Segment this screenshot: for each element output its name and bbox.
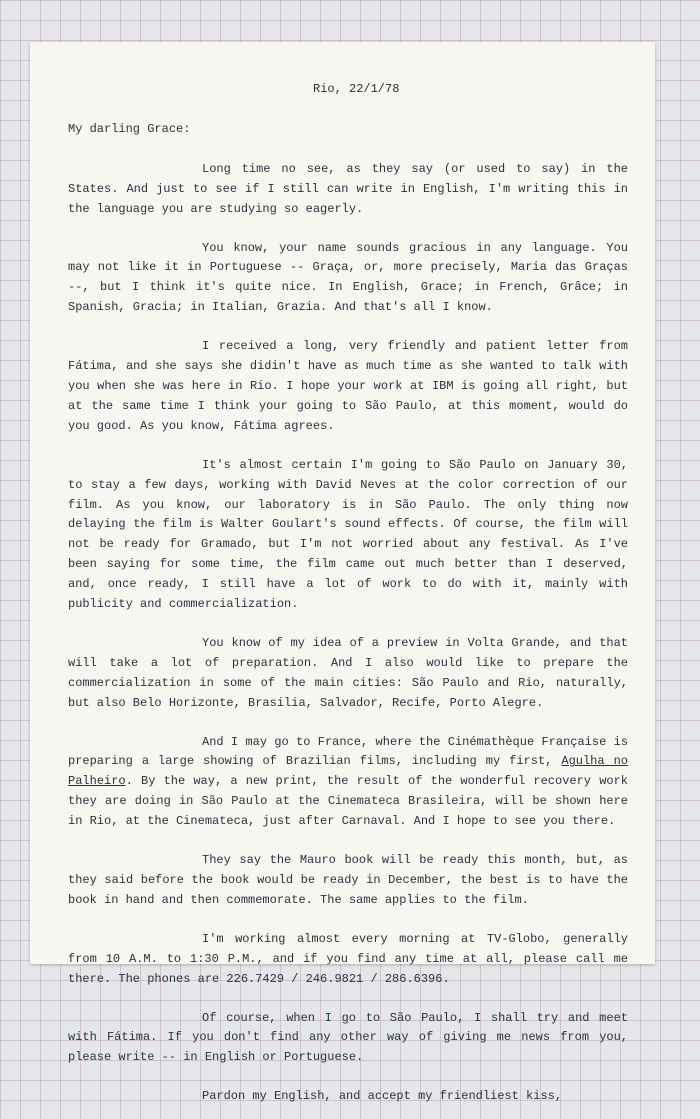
paragraph-english: Long time no see, as they say (or used to say) in the States. And just to see if I still can write in English, I'm writing this in the language you are studying so eagerly. [68, 161, 628, 216]
salutation: My darling Grace: [68, 121, 191, 136]
paragraph-sao-paulo: It's almost certain I'm going to São Paulo on January 30, to stay a few days, working with David Neves at the color correction of our film. As you know, our laboratory is in São Paulo. The only thing now delaying the film is Walter Goulart's sound effects. Of course, the film will not be ready for Gramado, but I'm not worried about any festival. As I've been saying for some time, the film came out much better than I deserved, and, once ready, I still have a lot of work to do with it, mainly with publicity and commercialization. [68, 457, 628, 612]
film-title: Agulha no Palheiro [68, 754, 628, 789]
paragraph-preview: You know of my idea of a preview in Volta Grande, and that will take a lot of preparation. And I also would like to prepare the commercialization in some of the main cities: São Paulo and Rio, naturally, but also Belo Horizonte, Brasilia, Salvador, Recife, Porto Alegre. [68, 635, 628, 710]
letter-sheet [30, 42, 655, 1104]
paragraph-name: You know, your name sounds gracious in any language. You may not like it in Portuguese -- Graça, or, more precisely, Maria das Graças --, but I think it's quite nice. In English, Grace; in French, Grâce; in Spanish, Gracia; in Italian, Grazia. And that's all I know. [68, 240, 628, 315]
paragraph-fatima: I received a long, very friendly and patient letter from Fátima, and she says she didin't have as much time as she wanted to talk with you when she was here in Rio. I hope your work at IBM is going all right, but at the same time I think your going to São Paulo, at this moment, would do you good. As you know, Fátima agrees. [68, 339, 628, 433]
letter-body [68, 80, 628, 1119]
paragraph-mauro-book: They say the Mauro book will be ready this month, but, as they said before the book would be ready in December, the best is to have the book in hand and then commemorate. The same applies to the film. [68, 853, 628, 907]
france-text-before: And I may go to France, where the Cinémathèque Française is preparing a large showing of Brazilian films, including my first, [68, 734, 628, 769]
letter-date: Rio, 22/1/78 [313, 82, 400, 96]
paragraph-tv-globo: I'm working almost every morning at TV-Globo, generally from 10 A.M. to 1:30 P.M., and if you find any time at all, please call me there. The phones are 226.7429 / 246.9821 / 286.6396. [68, 931, 628, 986]
france-text-after: . By the way, a new print, the result of the wonderful recovery work they are doing in São Paulo at the Cinemateca Brasileira, will be shown here in Rio, at the Cinemateca, just after Carnaval. And I hope to see you there. [68, 774, 628, 829]
paragraph-meet: Of course, when I go to São Paulo, I shall try and meet with Fátima. If you don't find any other way of giving me news from you, please write -- in English or Portuguese. [68, 1010, 628, 1065]
paragraph-france [68, 733, 628, 833]
closing-line: Pardon my English, and accept my friendliest kiss, [202, 1089, 563, 1104]
